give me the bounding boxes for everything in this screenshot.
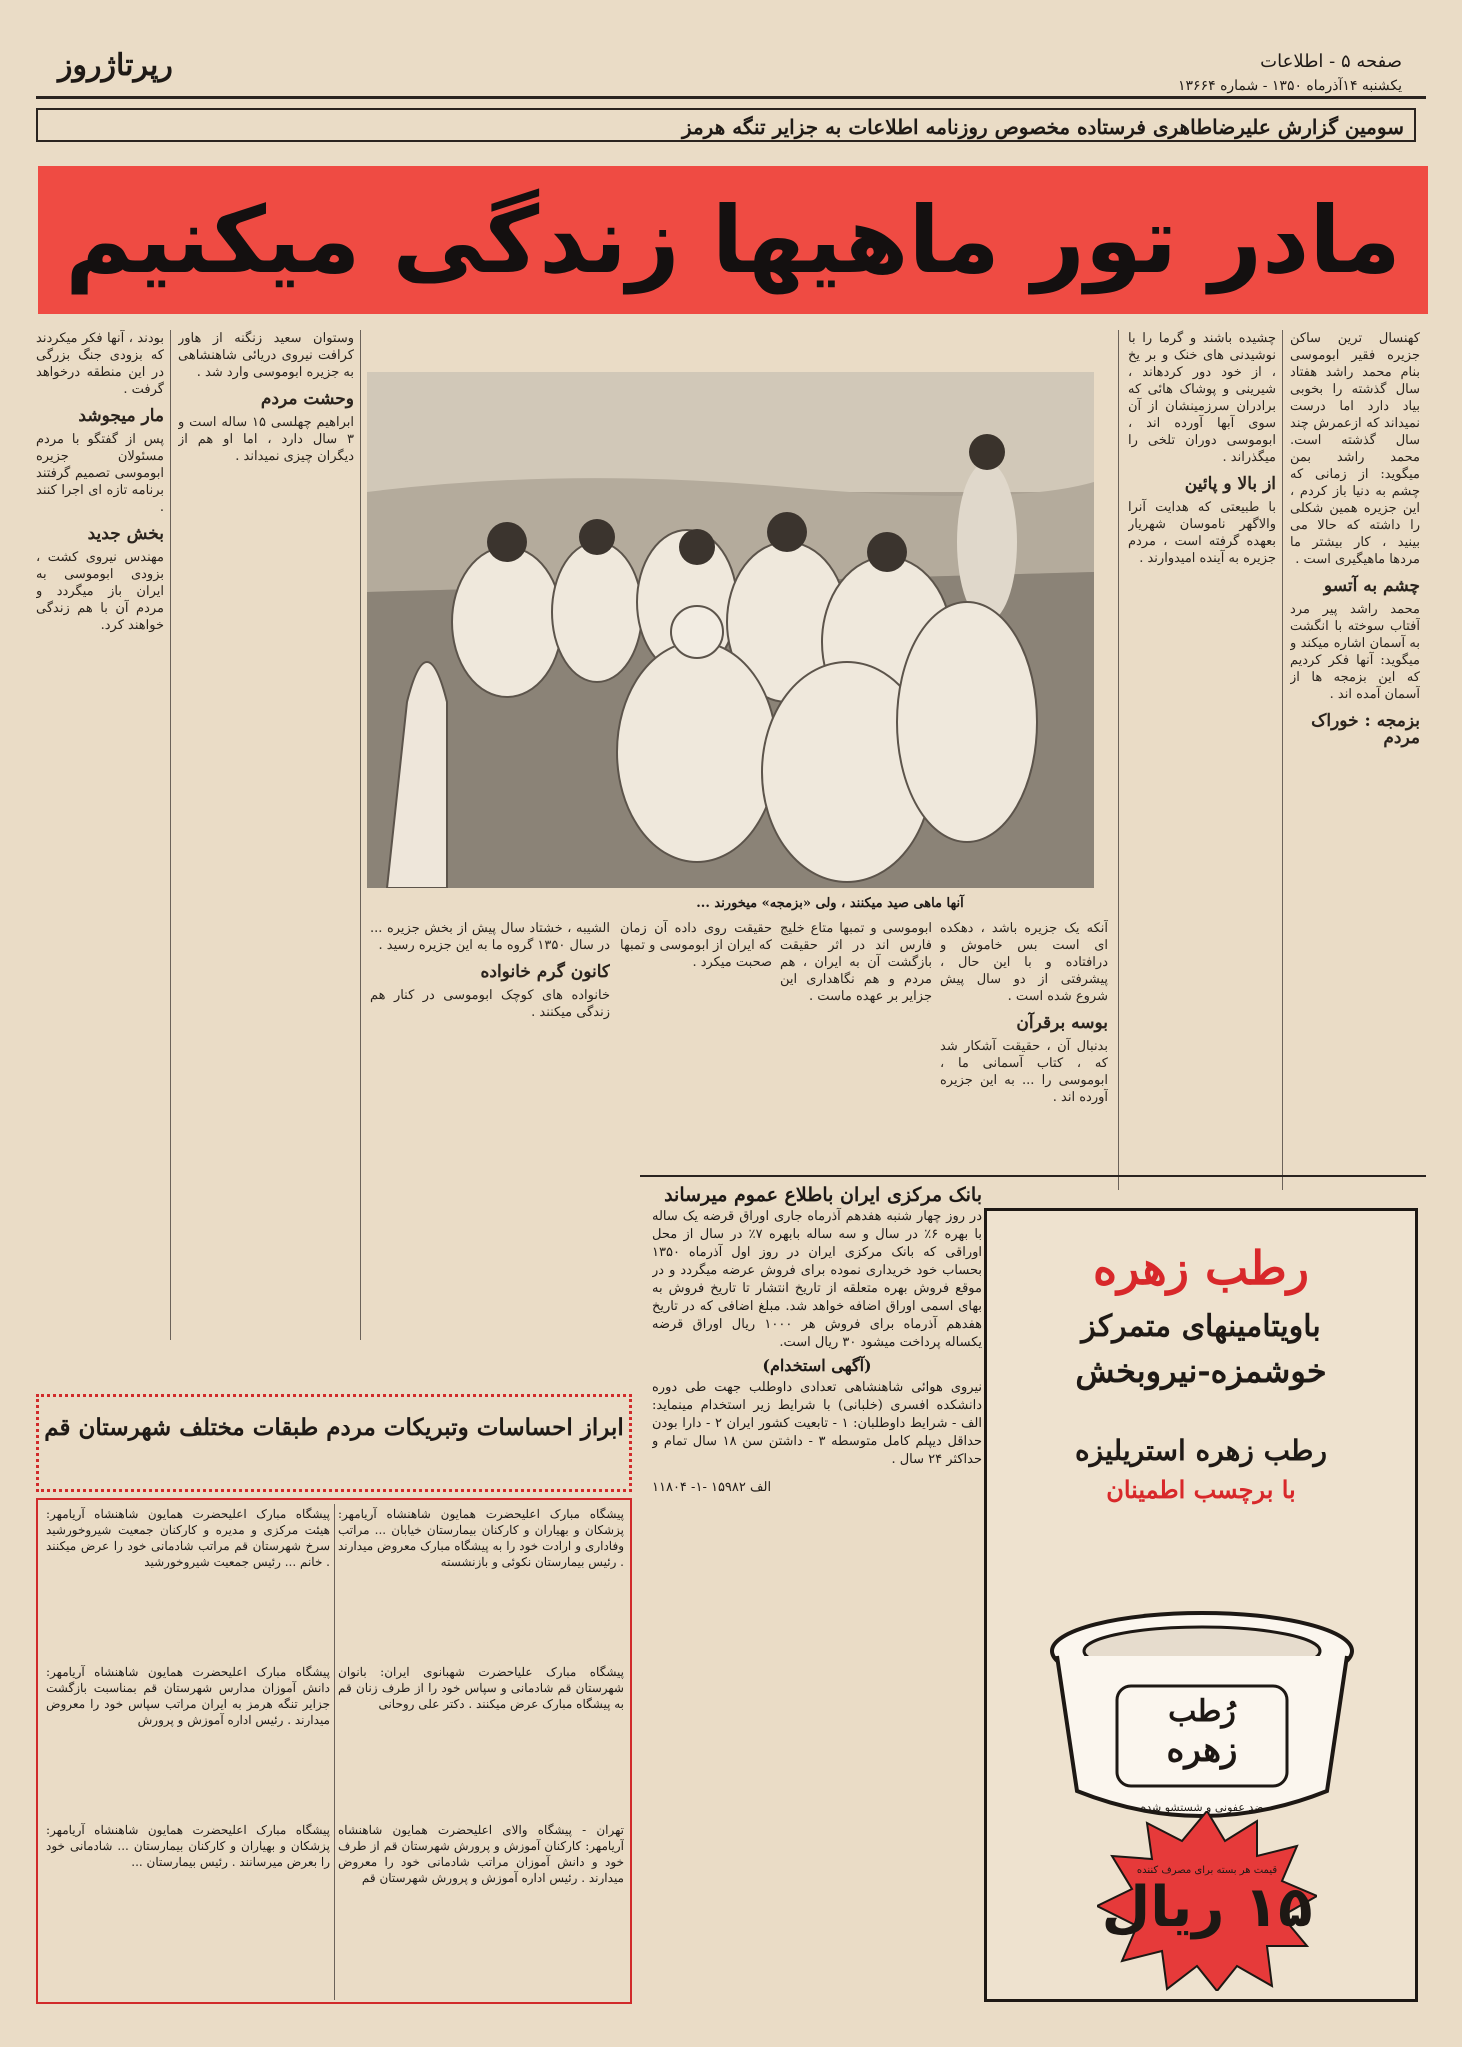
- announcement-item: تهران - پیشگاه والای اعلیحضرت همایون شاهنشاه آریامهر: کارکنان آموزش و پرورش شهرستان قم از طرف خود و دانش آموزان مراتب شادمانی خود را معروض میدارند . رئیس اداره آموزش و پرورش شهرستان قم: [338, 1823, 624, 1885]
- bank-notice-title: بانک مرکزی ایران باطلاع عموم میرساند: [664, 1184, 982, 1206]
- column-6-heading: کانون گرم خانواده: [480, 962, 610, 982]
- announcement-grid: [36, 1498, 632, 2004]
- column-divider: [1282, 330, 1283, 1190]
- column-1-text-2: محمد راشد پیر مرد آفتاب سوخته با انگشت به آسمان اشاره میکند و میگوید: آنها فکر کردیم که این بزمجه ها از آسمان آمده اند .: [1290, 602, 1420, 702]
- page-number: صفحه ۵ - اطلاعات: [1260, 51, 1402, 72]
- employment-title: (آگهی استخدام): [762, 1356, 872, 1375]
- page-info: [1178, 50, 1402, 98]
- column-7: [178, 330, 354, 890]
- column-1-heading-2: بزمجه : خوراک مردم: [1311, 711, 1420, 748]
- column-8: [36, 330, 164, 1340]
- column-divider: [170, 330, 171, 1340]
- column-7-heading: وحشت مردم: [260, 389, 354, 409]
- price-value: ۱۵ ریال: [1101, 1875, 1313, 1940]
- announcement-item: پیشگاه مبارک اعلیحضرت همایون شاهنشاه آریامهر: پزشکان و بهیاران و کارکنان بیمارستان خیابان ... مراتب وفاداری و ارادت خود را به پیشگاه مبارک معروض میدارند . رئیس بیمارستان نکوئی و بازنشسته: [338, 1507, 624, 1569]
- column-1-text: کهنسال ترین ساکن جزیره فقیر ابوموسی بنام محمد راشد هفتاد سال گذشته را بخوبی بیاد دارد اما درست نمیداند که ازعمرش چند سال گذشته است. محمد راشد بمن میگوید: از زمانی که چشم به دنیا باز کردم ، این جزیره همین شکلی را داشته که حالا می بینید ، کار بیشتر ما مردها ماهیگیری است .: [1290, 331, 1420, 567]
- employment-footer: الف ۱۵۹۸۲ -۱- ۱۱۸۰۴: [652, 1480, 772, 1495]
- column-8-text-2: پس از گفتگو با مردم مسئولان جزیره ابوموسی تصمیم گرفتند برنامه تازه ای اجرا کنند .: [36, 432, 164, 515]
- column-2-text: چشیده باشند و گرما را با نوشیدنی های خنک و بر یخ ، از خود دور کردهاند ، شیرینی و پوشاک هائی که برادران سرزمینشان از آن سوی آبها آورده اند ، ابوموسی دوران تلخی را میگذراند .: [1128, 331, 1276, 465]
- column-5-text: حقیقت روی داده آن زمان که ایران از ابوموسی و تمبها صحبت میکرد .: [620, 921, 772, 970]
- column-6-text-2: خانواده های کوچک ابوموسی در کنار هم زندگی میکنند .: [370, 988, 610, 1020]
- headline: مادر تور ماهیها زندگی میکنیم: [38, 166, 1428, 314]
- announcement-item: پیشگاه مبارک اعلیحضرت همایون شاهنشاه آریامهر: هیئت مرکزی و مدیره و کارکنان جمعیت شیروخورشید سرخ شهرستان قم مراتب شادمانی خود را عرض میکنند . خانم ... رئیس جمعیت شیروخورشید: [46, 1507, 330, 1569]
- column-2-text-2: با طبیعتی که هدایت آنرا والاگهر ناموسان شهریار بعهده گرفته است ، مردم جزیره به آینده امیدوارند .: [1128, 500, 1276, 566]
- announcement-divider: [334, 1504, 335, 2000]
- column-3-heading: بوسه برقرآن: [1016, 1013, 1108, 1033]
- column-3-text: آنکه یک جزیره باشد ، دهکده ای است بس خاموش و درافتاده و با این حال ، پیشرفتی از دو سال پیش شروع شده است .: [940, 921, 1108, 1004]
- header-rule: [36, 96, 1426, 99]
- column-8-text-3: مهندس نیروی کشت ، بزودی ابوموسی به ایران باز میگردد و مردم آن با هم زندگی خواهند کرد.: [36, 550, 164, 633]
- ad-line-4: رطب زهره استریلیزه: [1075, 1434, 1327, 1467]
- ad-title: رطب زهره: [1093, 1241, 1309, 1295]
- announcement-item: پیشگاه مبارک علیاحضرت شهبانوی ایران: بانوان شهرستان قم شادمانی و سپاس خود را از طرف زنان قم به پیشگاه مبارک عرض میکنند . دکتر علی روحانی: [338, 1665, 624, 1711]
- photo-illustration: [367, 372, 1094, 888]
- price-label: قیمت هر بسته برای مصرف کننده: [1136, 1865, 1278, 1876]
- column-6: [370, 920, 610, 1330]
- pot-brand-2: زهره: [1166, 1730, 1238, 1770]
- ad-line-2: باویتامینهای متمرکز: [1081, 1309, 1321, 1344]
- issue-date: یکشنبه ۱۴آذرماه ۱۳۵۰ - شماره ۱۳۶۶۴: [1178, 78, 1402, 94]
- column-7-text: وستوان سعید زنگنه از هاور کرافت نیروی دریائی شاهنشاهی به جزیره ابوموسی وارد شد .: [178, 331, 354, 380]
- ad-line-5: با برچسب اطمینان: [1106, 1475, 1296, 1504]
- subtitle-box: سومین گزارش علیرضاطاهری فرستاده مخصوص روزنامه اطلاعات به جزایر تنگه هرمز: [36, 108, 1416, 142]
- pot-subtitle: ضد عفونی و شستشو شده: [1140, 1801, 1264, 1814]
- price-burst: [1097, 1811, 1317, 1991]
- column-divider: [360, 330, 361, 1340]
- bank-notice: [652, 1182, 982, 1972]
- column-4-text: ابوموسی و تمبها متاع خلیج فارس اند در اثر حقیقت بازگشت آن به ایران ، هم مردم و هم نگاهداری این جزایر بر عهده ماست .: [780, 921, 932, 1004]
- announcement-title: ابراز احساسات وتبریکات مردم طبقات مختلف شهرستان قم: [36, 1394, 632, 1492]
- section-rule: [640, 1175, 1426, 1177]
- column-6-text: الشیبه ، خشتاد سال پیش از بخش جزیره ... در سال ۱۳۵۰ گروه ما به این جزیره رسید .: [370, 921, 610, 953]
- column-1-heading-1: چشم به آتسو: [1323, 576, 1420, 596]
- bank-notice-body: در روز چهار شنبه هفدهم آذرماه جاری اوراق قرضه یک ساله با بهره ۶٪ در سال و سه ساله بابهره ۷٪ در سال از محل اوراقی که بانک مرکزی ایران در روز اول آذرماه ۱۳۵۰ بحساب خود خریداری نموده برای فروش عرضه میگردد و در موقع فروش بهره متعلقه از تاریخ انتشار تا تاریخ فروش به بهای اسمی اوراق اضافه خواهد شد. مبلغ اضافی که در تاریخ هفدهم آذرماه برای فروش هر ۱۰۰۰ ریال اوراق قرضه یکساله پرداخت میشود ۳۰ ریال است.: [652, 1209, 982, 1350]
- ad-line-3: خوشمزه-نیروبخش: [1075, 1352, 1327, 1390]
- announcement-item: پیشگاه مبارک اعلیحضرت همایون شاهنشاه آریامهر: پزشکان و بهیاران و کارکنان بیمارستان ... شادمانی خود را بعرض میرسانند . رئیس بیمارستان ...: [46, 1823, 330, 1869]
- employment-body: نیروی هوائی شاهنشاهی تعدادی داوطلب جهت طی دوره دانشکده افسری (خلبانی) با شرایط زیر استخدام مینماید: الف - شرایط داوطلبان: ۱ - تابعیت کشور ایران ۲ - دارا بودن حداقل دیپلم کامل متوسطه ۳ - داشتن سن ۱۸ سال تمام و حداکثر ۲۴ سال .: [652, 1380, 982, 1467]
- news-photo: [367, 372, 1094, 888]
- column-7-text-2: ابراهیم چهلسی ۱۵ ساله است و ۳ سال دارد ، اما او هم از دیگران چیزی نمیداند .: [178, 415, 354, 464]
- column-8-heading-1: مار میجوشد: [78, 406, 164, 426]
- column-2-heading: از بالا و پائین: [1184, 474, 1276, 494]
- column-3-text-2: بدنبال آن ، حقیقت آشکار شد که ، کتاب آسمانی ما ، ابوموسی را ... به این جزیره آورده اند .: [940, 1039, 1108, 1105]
- section-title: رپرتاژروز: [58, 48, 173, 83]
- zohreh-dates-ad: [984, 1208, 1418, 2002]
- column-8-heading-2: بخش جدید: [87, 524, 164, 544]
- column-2: [1128, 330, 1276, 1190]
- column-3: [940, 920, 1108, 1170]
- announcement-item: پیشگاه مبارک اعلیحضرت همایون شاهنشاه آریامهر: دانش آموزان مدارس شهرستان قم بمناسبت بازگشت جزایر تنگه هرمز به ایران مراتب سپاس خود را معروض میدارند . رئیس اداره آموزش و پرورش: [46, 1665, 330, 1727]
- photo-caption: آنها ماهی صید میکنند ، ولی «بزمجه» میخورند ...: [696, 896, 964, 911]
- column-4: [780, 920, 932, 1170]
- date-pot-illustration: [1047, 1611, 1357, 1831]
- pot-brand-1: رُطب: [1168, 1694, 1236, 1729]
- column-5: [620, 920, 772, 1170]
- column-8-text: بودند ، آنها فکر میکردند که بزودی جنگ بزرگی در این منطقه درخواهد گرفت .: [36, 331, 164, 397]
- column-divider: [1118, 330, 1119, 1190]
- column-1: [1290, 330, 1420, 1190]
